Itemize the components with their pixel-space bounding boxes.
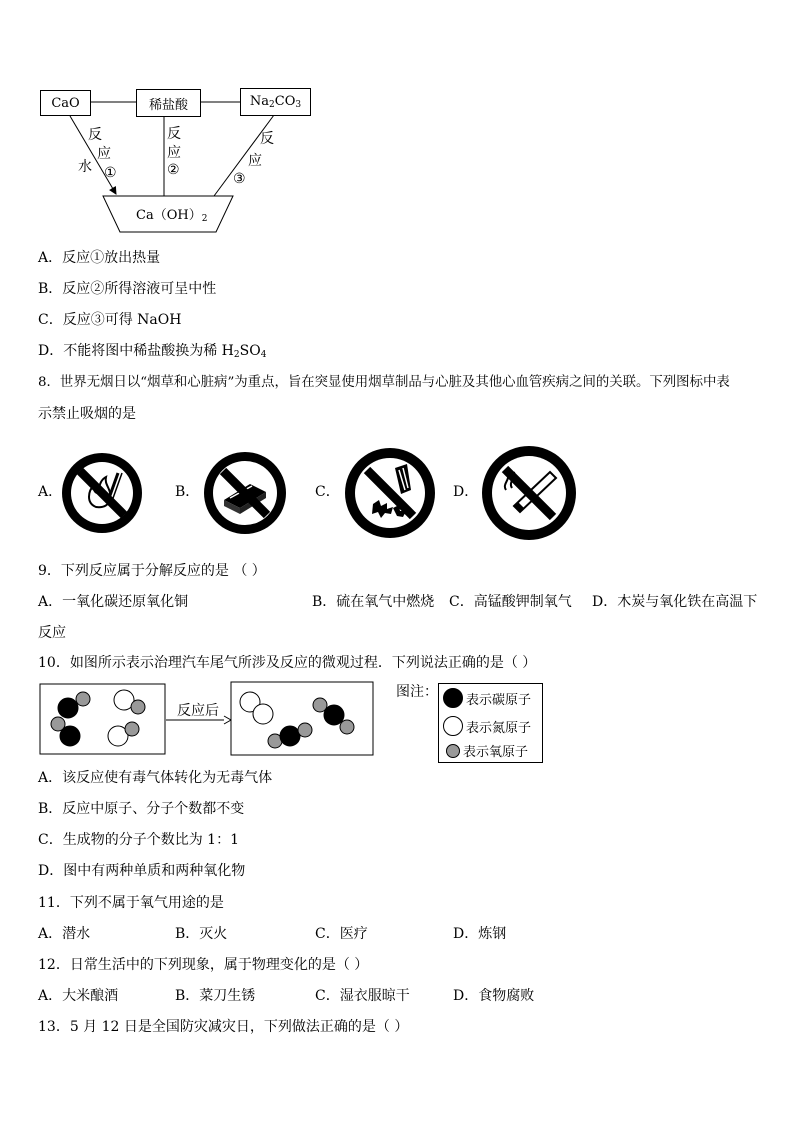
oxygen-atom	[131, 700, 145, 714]
reaction-3-char-1: 反	[260, 131, 274, 147]
q12-option-b: B．菜刀生锈	[175, 988, 256, 1004]
q8-stem-line2: 示禁止吸烟的是	[38, 406, 136, 422]
hcl-node: 稀盐酸	[136, 89, 201, 117]
reaction-3-char-3: ③	[233, 171, 246, 187]
q8-stem-line1: 8．世界无烟日以“烟草和心脏病”为重点，旨在突显使用烟草制品与心脏及其他心血管疾病之间的关联。下列图标中表	[38, 375, 730, 390]
reaction-2-char-2: 应	[167, 145, 181, 161]
q9-option-a: A．一氧化碳还原氧化铜	[38, 594, 189, 610]
reaction-1-char-2: 应	[97, 146, 111, 162]
q7-option-d: D．不能将图中稀盐酸换为稀 $H_2SO_4$	[38, 343, 267, 360]
q9-stem: 9．下列反应属于分解反应的是 （ ）	[38, 563, 266, 579]
reaction-diagram-lines	[0, 0, 794, 240]
q12-option-d: D．食物腐败	[453, 988, 535, 1004]
legend-row-nitrogen: 表示氮原子	[443, 716, 531, 736]
q10-option-c: C．生成物的分子个数比为 1：1	[38, 832, 239, 848]
q8-label-a: A．	[38, 484, 63, 500]
no-matches-icon	[202, 450, 288, 536]
q10-option-a: A．该反应使有毒气体转化为无毒气体	[38, 770, 273, 786]
oxygen-atom	[51, 717, 65, 731]
legend-title: 图注：	[396, 684, 438, 700]
oxygen-atom	[340, 720, 354, 734]
molecule-diagram	[38, 680, 438, 770]
q12-stem: 12．日常生活中的下列现象，属于物理变化的是（ ）	[38, 957, 369, 973]
q12-option-a: A．大米酿酒	[38, 988, 119, 1004]
reaction-arrow-label: 反应后	[177, 703, 219, 719]
q9-option-c: C．高锰酸钾制氧气	[449, 594, 572, 610]
q8-label-b: B．	[175, 484, 200, 500]
q12-option-c: C．湿衣服晾干	[315, 988, 410, 1004]
q11-stem: 11．下列不属于氧气用途的是	[38, 895, 224, 911]
carbon-atom	[324, 705, 344, 725]
q7-option-a: A．反应①放出热量	[38, 250, 161, 266]
reaction-1-water: 水	[78, 159, 92, 175]
q10-option-b: B．反应中原子、分子个数都不变	[38, 801, 245, 817]
q8-label-c: C．	[315, 484, 340, 500]
na2co3-formula: $Na_2CO_3$	[249, 94, 302, 110]
reaction-1-char-1: 反	[88, 127, 102, 143]
oxygen-atom	[125, 722, 139, 736]
carbon-atom	[280, 726, 300, 746]
reaction-2-char-3: ②	[167, 162, 180, 178]
nitrogen-atom	[253, 704, 273, 724]
q13-stem: 13．5 月 12 日是全国防灾减灾日，下列做法正确的是（ ）	[38, 1019, 409, 1035]
reaction-1-char-3: ①	[104, 165, 117, 181]
q7-option-c: C．反应③可得 NaOH	[38, 312, 182, 328]
no-fire-icon	[60, 451, 144, 535]
caoh2-label: $Ca(OH)_2$	[136, 208, 208, 224]
no-dumping-icon	[343, 446, 437, 540]
q10-option-d: D．图中有两种单质和两种氧化物	[38, 863, 246, 879]
legend-row-carbon: 表示碳原子	[443, 688, 531, 708]
oxygen-swatch	[446, 744, 460, 758]
q7-option-b: B．反应②所得溶液可呈中性	[38, 281, 217, 297]
oxygen-atom	[298, 723, 312, 737]
cao-node: CaO	[40, 90, 91, 116]
legend-row-oxygen: 表示氧原子	[446, 741, 528, 760]
q10-stem: 10．如图所示表示治理汽车尾气所涉及反应的微观过程．下列说法正确的是（ ）	[38, 655, 537, 671]
q11-option-d: D．炼钢	[453, 926, 507, 942]
q11-option-c: C．医疗	[315, 926, 368, 942]
reaction-3-char-2: 应	[248, 153, 262, 169]
oxygen-atom	[76, 692, 90, 706]
atom-legend	[438, 683, 543, 763]
na2co3-node	[240, 88, 311, 116]
carbon-swatch	[443, 688, 463, 708]
q11-option-a: A．潜水	[38, 926, 91, 942]
q11-option-b: B．灭火	[175, 926, 228, 942]
no-smoking-icon	[480, 444, 578, 542]
nitrogen-swatch	[443, 716, 463, 736]
carbon-atom	[58, 698, 78, 718]
q8-label-d: D．	[453, 484, 479, 500]
q9-option-d-continued: 反应	[38, 625, 66, 641]
reaction-2-char-1: 反	[167, 126, 181, 142]
q9-option-d: D．木炭与氧化铁在高温下	[592, 594, 758, 610]
q9-option-b: B．硫在氧气中燃烧	[312, 594, 435, 610]
